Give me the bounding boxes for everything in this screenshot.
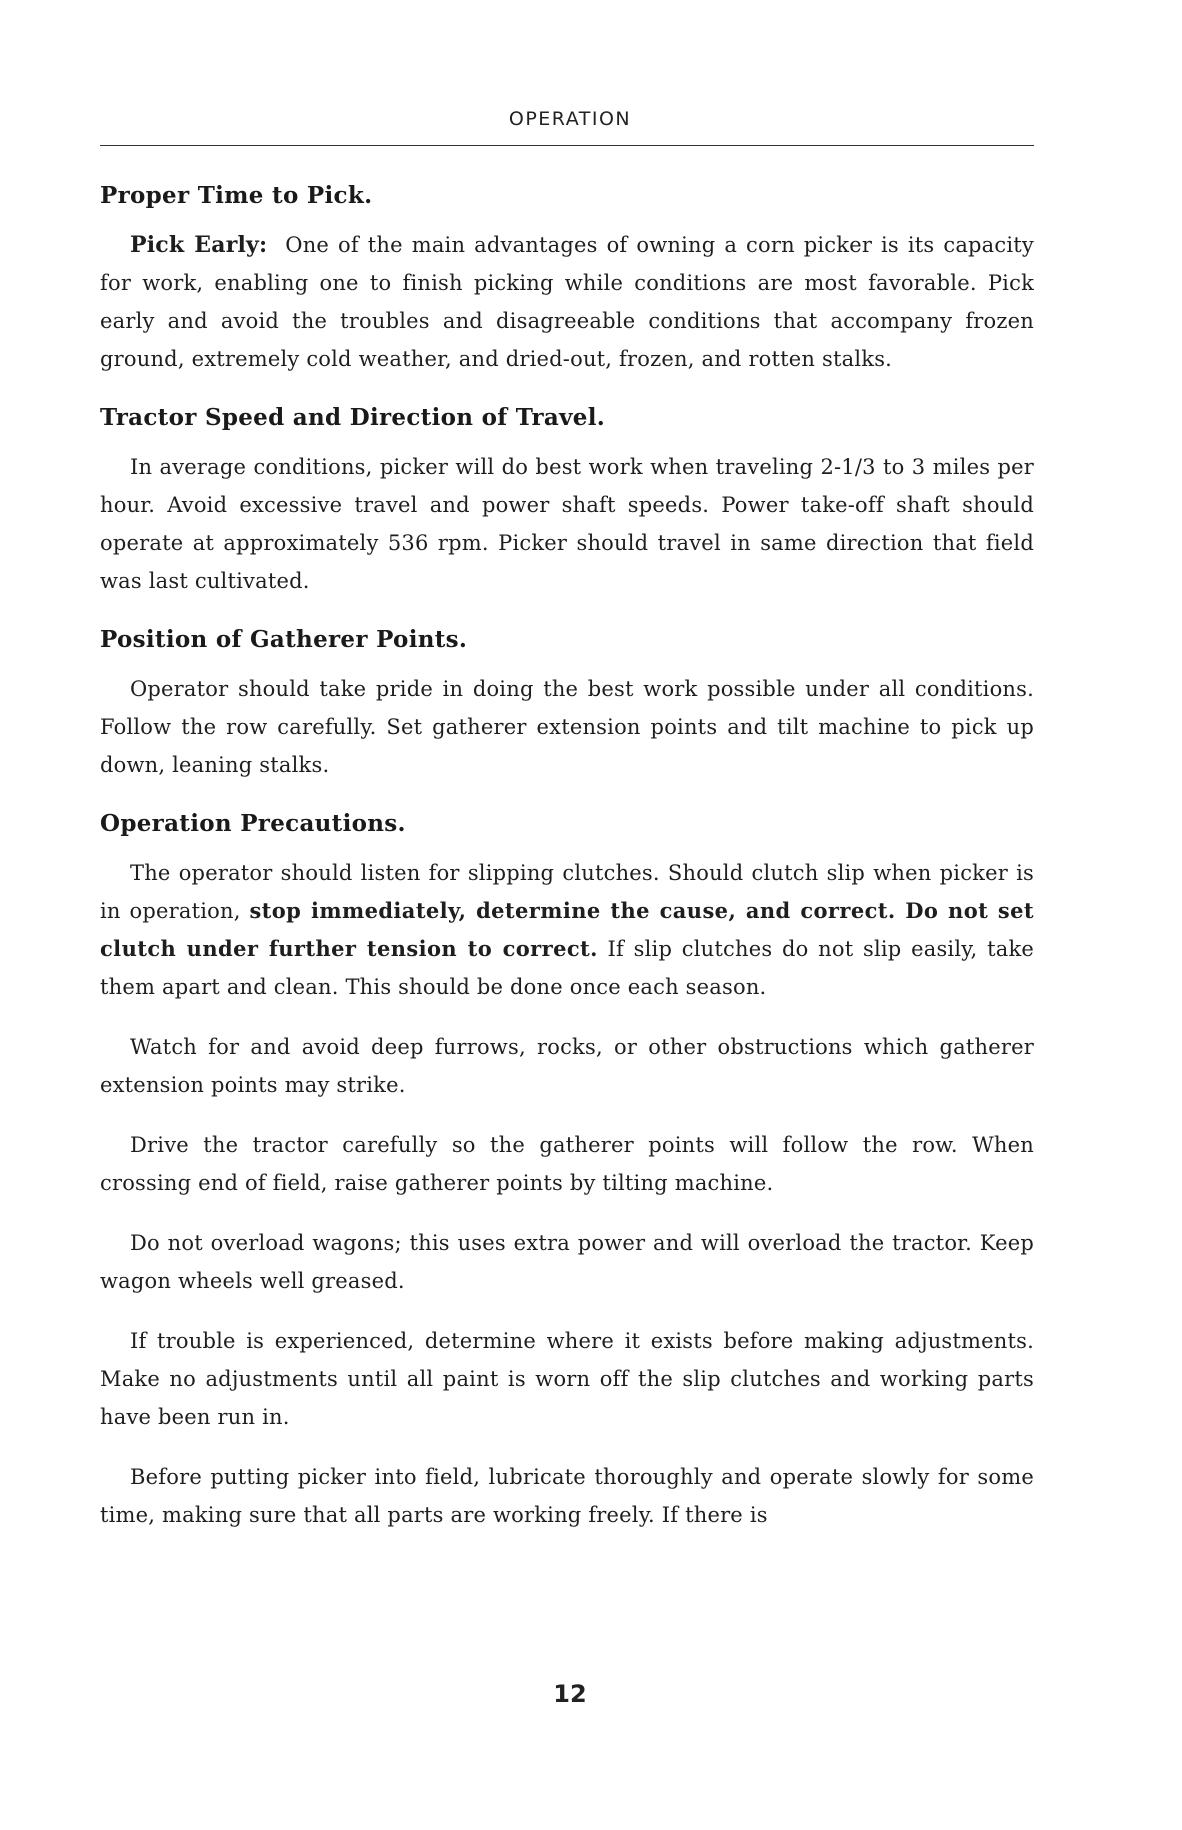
section-tractor-speed <box>100 402 1034 600</box>
page-number: 12 <box>553 1680 587 1708</box>
paragraph <box>100 854 1034 1006</box>
page-body <box>100 180 1034 1558</box>
paragraph: Before putting picker into field, lubricate thoroughly and operate slowly for some time, making sure that all parts are working freely. If there is <box>100 1465 1034 1527</box>
paragraph: Drive the tractor carefully so the gatherer points will follow the row. When crossing end of field, raise gatherer points by tilting machine. <box>100 1133 1034 1195</box>
section-precautions <box>100 808 1034 1534</box>
run-in-lead: Pick Early: <box>130 232 268 258</box>
section-proper-time <box>100 180 1034 378</box>
section-heading: Proper Time to Pick. <box>100 182 373 209</box>
paragraph-text: If slip clutches do not slip easily, take them apart and clean. This should be done once each season. <box>100 937 1034 999</box>
section-gatherer-points <box>100 624 1034 784</box>
paragraph-text: The operator should listen for slipping clutches. Should clutch slip when picker is in operation, <box>100 861 1034 923</box>
section-heading: Tractor Speed and Direction of Travel. <box>100 404 606 431</box>
paragraph: Do not overload wagons; this uses extra power and will overload the tractor. Keep wagon wheels well greased. <box>100 1231 1034 1293</box>
emphasized-warning: stop immediately, determine the cause, and correct. Do not set clutch under further tension to correct. <box>100 898 1034 961</box>
paragraph-text: One of the main advantages of owning a corn picker is its capacity for work, enabling one to finish picking while conditions are most favorable. Pick early and avoid the troubles and disagreeable conditions that accompany frozen ground, extremely cold weather, and dried-out, frozen, and rotten stalks. <box>100 233 1034 371</box>
header-rule <box>100 145 1034 146</box>
section-heading: Position of Gatherer Points. <box>100 626 468 653</box>
paragraph: Operator should take pride in doing the best work possible under all conditions. Follow the row carefully. Set gatherer extension points and tilt machine to pick up down, leaning stalks. <box>100 677 1034 777</box>
running-header: OPERATION <box>508 108 632 130</box>
paragraph <box>100 226 1034 378</box>
paragraph: If trouble is experienced, determine where it exists before making adjustments. Make no adjustments until all paint is worn off the slip clutches and working parts have been run in. <box>100 1329 1034 1429</box>
section-heading: Operation Precautions. <box>100 810 406 837</box>
paragraph: Watch for and avoid deep furrows, rocks, or other obstructions which gatherer extension points may strike. <box>100 1035 1034 1097</box>
paragraph: In average conditions, picker will do best work when traveling 2-1/3 to 3 miles per hour. Avoid excessive travel and power shaft speeds. Power take-off shaft should operate at approximately 536 rpm. Picker should travel in same direction that field was last cultivated. <box>100 455 1034 593</box>
